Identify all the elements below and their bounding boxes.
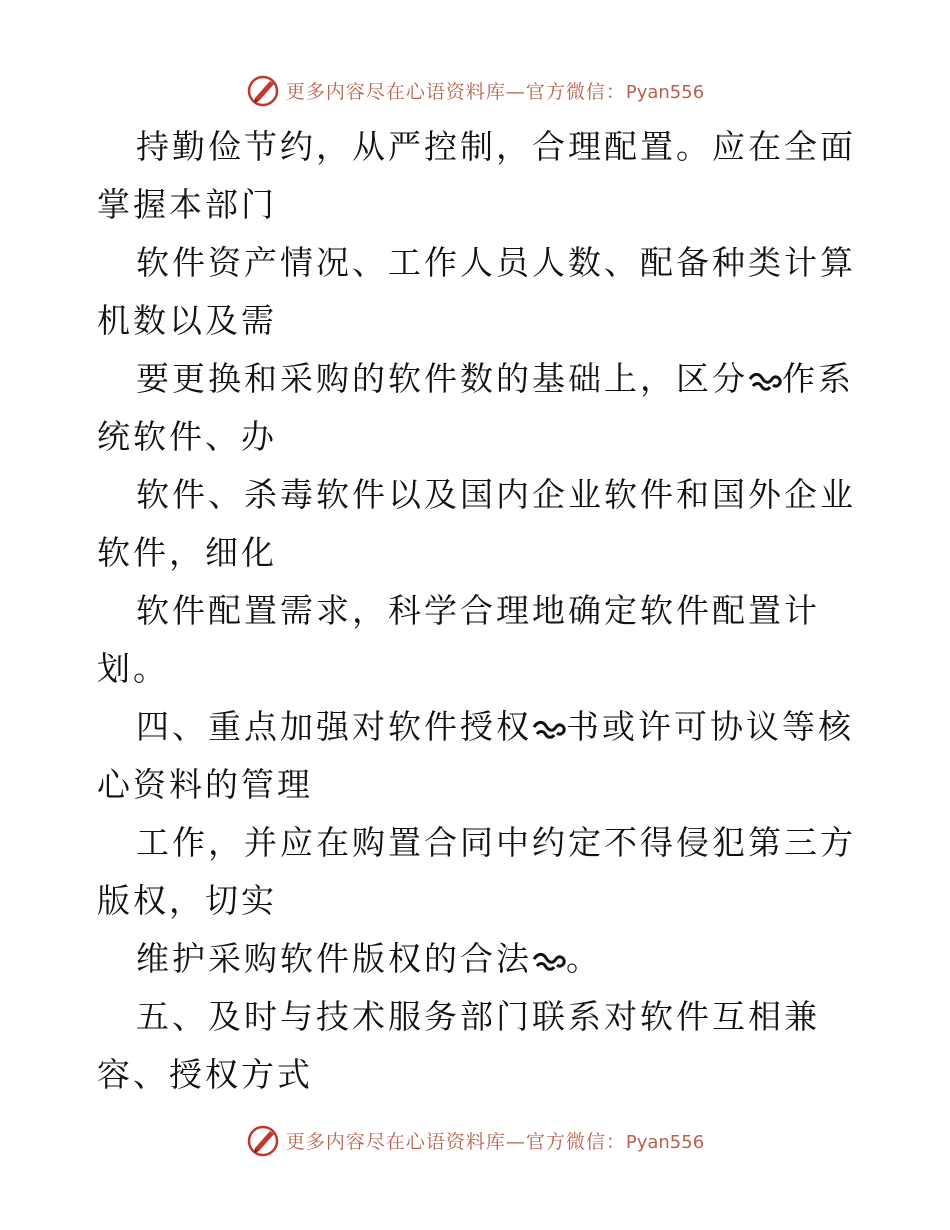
document-body	[97, 118, 857, 1104]
header-watermark	[0, 70, 950, 110]
pen-logo-icon	[246, 1123, 280, 1157]
paragraph: 持勤俭节约，从严控制，合理配置。应在全面掌握本部门	[97, 127, 856, 224]
pen-logo-icon	[246, 73, 280, 107]
watermark-text: 更多内容尽在心语资料库—官方微信：Pyan556	[285, 80, 705, 103]
watermark-text: 更多内容尽在心语资料库—官方微信：Pyan556	[285, 1130, 705, 1153]
paragraph: 维护采购软件版权的合法 。	[136, 939, 602, 978]
paragraph: 四、重点加强对软件授权 书或许可协议等核心资料的管理	[97, 707, 854, 804]
missing-glyph-icon	[532, 718, 566, 740]
footer-watermark	[0, 1120, 950, 1160]
paragraph: 要更换和采购的软件数的基础上，区分 作系统软件、办	[97, 359, 854, 456]
paragraph: 软件、杀毒软件以及国内企业软件和国外企业软件，细化	[97, 475, 856, 572]
paragraph: 五、及时与技术服务部门联系对软件互相兼容、授权方式	[97, 997, 820, 1094]
missing-glyph-icon	[748, 370, 782, 392]
paragraph: 软件资产情况、工作人员人数、配备种类计算机数以及需	[97, 243, 856, 340]
paragraph: 软件配置需求，科学合理地确定软件配置计划。	[97, 591, 820, 688]
missing-glyph-icon	[532, 950, 566, 972]
paragraph: 工作，并应在购置合同中约定不得侵犯第三方版权，切实	[97, 823, 856, 920]
